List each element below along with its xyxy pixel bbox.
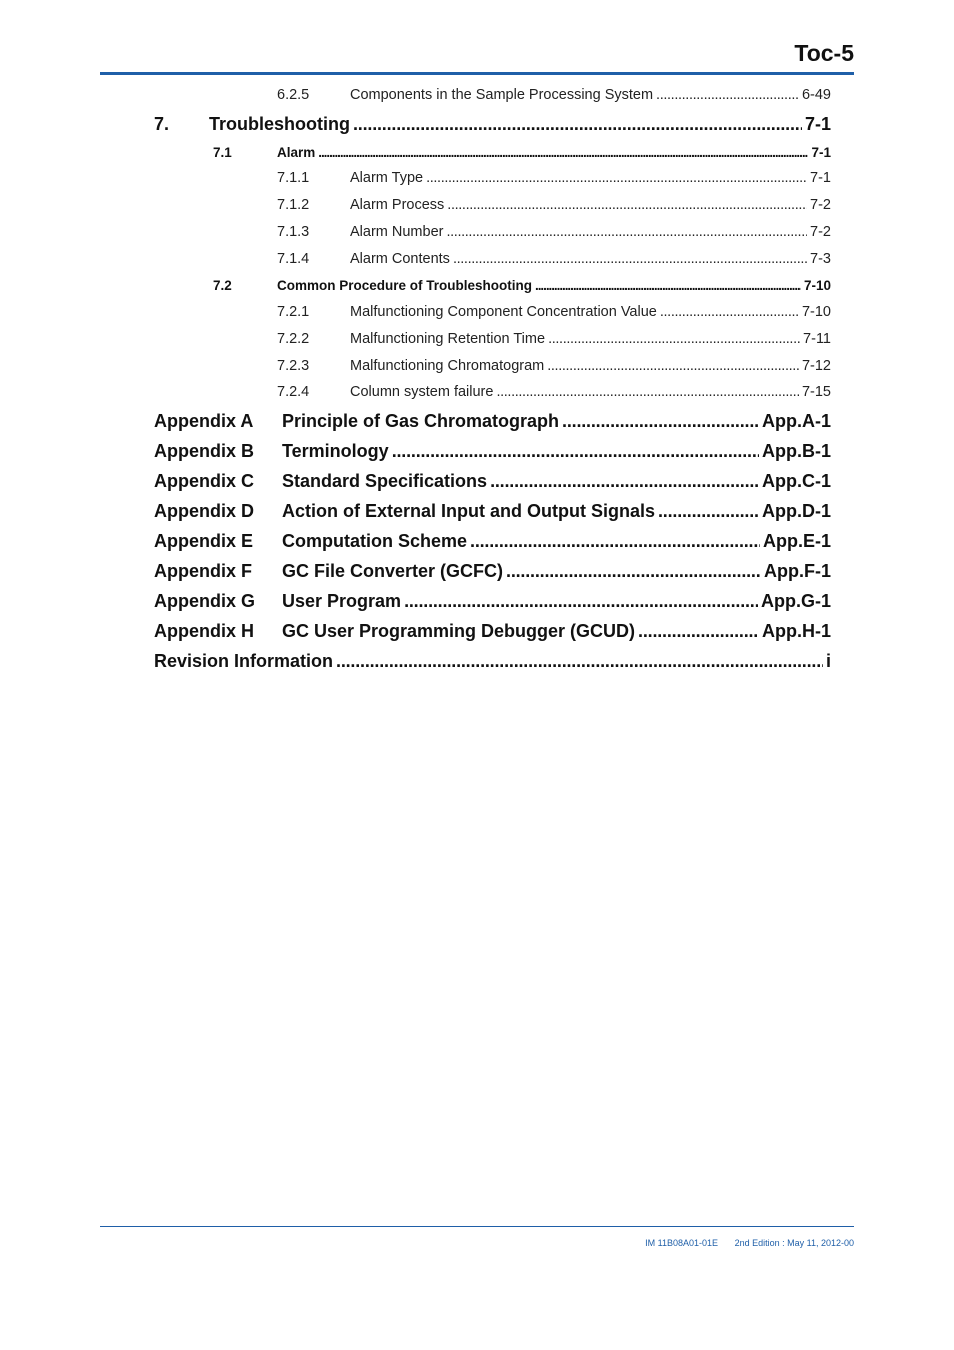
- entry-number: 7.: [154, 114, 170, 134]
- toc-entry-appendix-f[interactable]: [154, 561, 831, 582]
- toc-entry-appendix-g[interactable]: [154, 591, 831, 612]
- entry-number: 7.2.1: [277, 304, 310, 320]
- entry-number: 7.1.3: [277, 224, 310, 240]
- entry-page: App.D-1: [762, 501, 831, 521]
- entry-page: App.H-1: [762, 621, 831, 641]
- entry-page: 7-11: [803, 331, 831, 347]
- dot-leader: [353, 114, 802, 135]
- entry-title: Alarm Contents: [350, 251, 450, 267]
- document-id: IM 11B08A01-01E: [645, 1238, 719, 1248]
- toc-entry-revision-information[interactable]: [154, 651, 831, 672]
- entry-title: Computation Scheme: [282, 531, 468, 551]
- entry-page: 7-3: [810, 251, 831, 267]
- toc-entry-7-2-1[interactable]: [277, 304, 831, 320]
- toc-entry-6-2-5[interactable]: [277, 87, 831, 103]
- dot-leader: [547, 358, 799, 374]
- entry-page: 7-15: [801, 384, 831, 400]
- entry-title: Alarm Type: [350, 170, 424, 186]
- entry-title: Malfunctioning Component Concentration Value: [350, 304, 657, 320]
- toc-entry-appendix-e[interactable]: [154, 531, 831, 552]
- toc-entry-7-1-4[interactable]: [277, 251, 831, 267]
- toc-entry-7-1-2[interactable]: [277, 197, 831, 213]
- entry-page: 7-10: [803, 278, 831, 293]
- dot-leader: [506, 561, 761, 582]
- entry-number: 7.1.1: [277, 170, 310, 186]
- dot-leader: [490, 471, 759, 492]
- dot-leader: [318, 145, 808, 160]
- entry-page: 7-1: [811, 145, 831, 160]
- dot-leader: [453, 251, 807, 267]
- entry-title: Malfunctioning Chromatogram: [350, 358, 545, 374]
- entry-page: App.C-1: [762, 471, 831, 491]
- dot-leader: [658, 501, 759, 522]
- entry-title: GC User Programming Debugger (GCUD): [282, 621, 636, 641]
- entry-title: Alarm Process: [350, 197, 445, 213]
- toc-entry-7-1[interactable]: [213, 145, 831, 160]
- entry-page: App.B-1: [762, 441, 831, 461]
- entry-page: 7-1: [804, 114, 831, 134]
- entry-page: App.E-1: [762, 531, 831, 551]
- entry-number: 7.2: [213, 278, 232, 293]
- entry-title: User Program: [282, 591, 402, 611]
- entry-number: Appendix B: [154, 441, 255, 461]
- entry-title: Components in the Sample Processing System: [350, 87, 654, 103]
- entry-number: 7.2.4: [277, 384, 310, 400]
- entry-number: Appendix F: [154, 561, 252, 581]
- entry-number: 7.1.4: [277, 251, 310, 267]
- entry-page: App.F-1: [764, 561, 831, 581]
- entry-page: 7-1: [810, 170, 831, 186]
- dot-leader: [336, 651, 823, 672]
- toc-entry-appendix-h[interactable]: [154, 621, 831, 642]
- entry-title: Standard Specifications: [282, 471, 488, 491]
- toc-entry-appendix-b[interactable]: [154, 441, 831, 462]
- toc-entry-7-2-2[interactable]: [277, 331, 831, 347]
- entry-number: Appendix E: [154, 531, 254, 551]
- dot-leader: [562, 411, 759, 432]
- dot-leader: [535, 278, 801, 293]
- header-rule: [100, 72, 854, 75]
- entry-title: Action of External Input and Output Signals: [282, 501, 655, 521]
- dot-leader: [446, 224, 807, 240]
- entry-number: 7.1: [213, 145, 232, 160]
- entry-number: 7.2.3: [277, 358, 310, 374]
- entry-title: Malfunctioning Retention Time: [350, 331, 546, 347]
- entry-title: Alarm Number: [350, 224, 444, 240]
- entry-page: 7-2: [810, 224, 831, 240]
- entry-title: Troubleshooting: [209, 114, 350, 134]
- entry-page: App.G-1: [761, 591, 831, 611]
- entry-number: 7.2.2: [277, 331, 310, 347]
- edition-info: 2nd Edition : May 11, 2012-00: [734, 1238, 854, 1248]
- dot-leader: [447, 197, 807, 213]
- page-label: Toc-5: [794, 40, 854, 66]
- entry-number: 7.1.2: [277, 197, 310, 213]
- entry-number: Appendix H: [154, 621, 255, 641]
- toc-entry-7-2-4[interactable]: [277, 384, 831, 400]
- entry-title: Terminology: [282, 441, 389, 461]
- footer-rule: [100, 1226, 854, 1227]
- toc-entry-7-1-1[interactable]: [277, 170, 831, 186]
- entry-title: Principle of Gas Chromatograph: [282, 411, 560, 431]
- entry-page: App.A-1: [762, 411, 831, 431]
- entry-title: Alarm: [277, 145, 316, 160]
- entry-title: Column system failure: [350, 384, 494, 400]
- toc-entry-7-1-3[interactable]: [277, 224, 831, 240]
- entry-title: GC File Converter (GCFC): [282, 561, 504, 581]
- toc-entry-appendix-d[interactable]: [154, 501, 831, 522]
- dot-leader: [660, 304, 799, 320]
- entry-title: Common Procedure of Troubleshooting: [277, 278, 533, 293]
- entry-number: 6.2.5: [277, 87, 310, 103]
- entry-page: 7-12: [801, 358, 831, 374]
- entry-title: Revision Information: [154, 651, 334, 671]
- entry-page: i: [825, 651, 831, 671]
- dot-leader: [496, 384, 799, 400]
- entry-page: 7-10: [801, 304, 831, 320]
- dot-leader: [392, 441, 759, 462]
- entry-number: Appendix G: [154, 591, 256, 611]
- toc-entry-chapter-7[interactable]: [154, 114, 831, 135]
- entry-number: Appendix C: [154, 471, 255, 491]
- entry-number: Appendix A: [154, 411, 254, 431]
- toc-entry-appendix-c[interactable]: [154, 471, 831, 492]
- dot-leader: [404, 591, 758, 612]
- dot-leader: [426, 170, 807, 186]
- entry-number: Appendix D: [154, 501, 255, 521]
- toc-entry-7-2-3[interactable]: [277, 358, 831, 374]
- toc-entry-appendix-a[interactable]: [154, 411, 831, 432]
- entry-page: 6-49: [801, 87, 831, 103]
- dot-leader: [470, 531, 760, 552]
- dot-leader: [638, 621, 759, 642]
- toc-entry-7-2[interactable]: [213, 278, 831, 293]
- dot-leader: [548, 331, 800, 347]
- dot-leader: [656, 87, 799, 103]
- entry-page: 7-2: [810, 197, 831, 213]
- footer: [645, 1238, 854, 1248]
